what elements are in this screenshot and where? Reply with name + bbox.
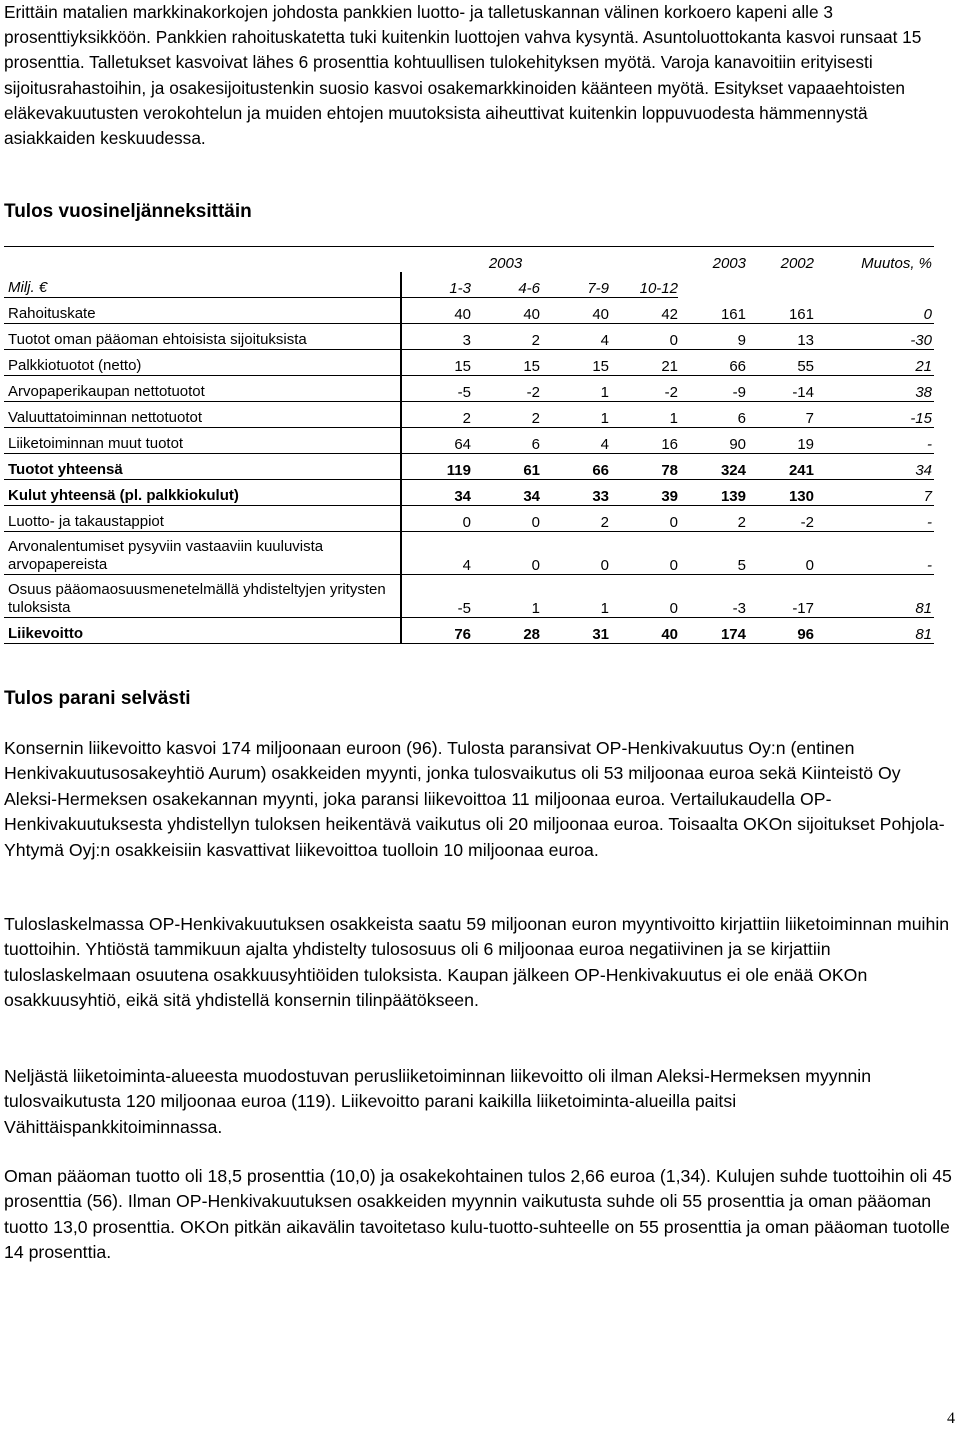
table-cell: 5	[678, 532, 746, 575]
quarter-header: 10-12	[609, 272, 678, 298]
table-cell: 40	[540, 298, 609, 324]
table-cell: 0	[814, 298, 934, 324]
table-cell: -3	[678, 575, 746, 618]
table-cell: 16	[609, 428, 678, 454]
section-title-quarterly-result: Tulos vuosineljänneksittäin	[4, 201, 252, 222]
table-cell: 76	[401, 618, 471, 644]
table-cell: 61	[471, 454, 540, 480]
table-cell: 39	[609, 480, 678, 506]
row-label: Luotto- ja takaustappiot	[4, 506, 401, 532]
table-cell: 78	[609, 454, 678, 480]
table-cell: 7	[746, 402, 814, 428]
header-year-total: 2003	[678, 247, 746, 273]
table-cell: -2	[746, 506, 814, 532]
table-cell: 81	[814, 618, 934, 644]
table-cell: 1	[540, 376, 609, 402]
table-cell: 4	[401, 532, 471, 575]
table-cell: 2	[401, 402, 471, 428]
body-paragraph: Neljästä liiketoiminta-alueesta muodostuvan perusliiketoiminnan liikevoitto oli ilman Aleksi-Hermeksen myynnin tulosvaikutusta 120 miljoonaa euroa (119). Liikevoitto parani kaikilla liiketoiminta-alueilla paitsi Vähittäispankkitoiminnassa.	[4, 1066, 872, 1137]
row-label: Liikevoitto	[4, 618, 401, 644]
table-cell: 40	[401, 298, 471, 324]
row-label: Osuus pääomaosuusmenetelmällä yhdisteltyjen yritysten tuloksista	[4, 575, 401, 618]
table-row	[4, 402, 934, 428]
table-row	[4, 454, 934, 480]
table-cell: 28	[471, 618, 540, 644]
table-cell: 6	[471, 428, 540, 454]
quarter-header: 1-3	[401, 272, 471, 298]
row-label: Liiketoiminnan muut tuotot	[4, 428, 401, 454]
table-cell: 1	[609, 402, 678, 428]
row-label: Arvonalentumiset pysyviin vastaaviin kuuluvista arvopapereista	[4, 532, 401, 575]
section-title-result-improved: Tulos parani selvästi	[4, 688, 191, 709]
table-cell: 15	[471, 350, 540, 376]
table-cell: -	[814, 428, 934, 454]
table-cell: 0	[401, 506, 471, 532]
table-cell: 130	[746, 480, 814, 506]
table-row	[4, 480, 934, 506]
table-header-years	[4, 247, 934, 273]
table-row	[4, 298, 934, 324]
table-cell: 2	[678, 506, 746, 532]
table-header-quarters	[4, 272, 934, 298]
table-cell: 21	[814, 350, 934, 376]
table-cell: -5	[401, 575, 471, 618]
table-cell: 174	[678, 618, 746, 644]
table-cell: 6	[678, 402, 746, 428]
table-cell: 4	[540, 324, 609, 350]
table-cell: 1	[471, 575, 540, 618]
table-cell: 2	[471, 324, 540, 350]
table-row	[4, 618, 934, 644]
table-cell: 1	[540, 402, 609, 428]
row-label: Palkkiotuotot (netto)	[4, 350, 401, 376]
table-cell: 0	[746, 532, 814, 575]
table-row	[4, 376, 934, 402]
row-label: Valuuttatoiminnan nettotuotot	[4, 402, 401, 428]
table-cell: -2	[471, 376, 540, 402]
table-cell: 55	[746, 350, 814, 376]
table-cell: 1	[540, 575, 609, 618]
table-cell: 19	[746, 428, 814, 454]
table-cell: -14	[746, 376, 814, 402]
quarterly-result-table	[4, 246, 934, 644]
table-cell: -30	[814, 324, 934, 350]
table-cell: 21	[609, 350, 678, 376]
table-cell: 34	[814, 454, 934, 480]
table-cell: 34	[401, 480, 471, 506]
table-cell: 0	[609, 324, 678, 350]
table-cell: 0	[609, 575, 678, 618]
table-cell: 2	[540, 506, 609, 532]
table-row	[4, 506, 934, 532]
table-row	[4, 532, 934, 575]
table-cell: 9	[678, 324, 746, 350]
table-cell: 139	[678, 480, 746, 506]
table-cell: 241	[746, 454, 814, 480]
body-paragraph: Konsernin liikevoitto kasvoi 174 miljoonaan euroon (96). Tulosta paransivat OP-Henkivakuutus Oy:n (entinen Henkivakuutusosakeyhtiö Aurum) osakkeiden myynti, jonka tulosvaikutus oli 53 miljoonaa euroa sekä Kiinteistö Oy Aleksi-Hermeksen osakekannan myynti, joka paransi liikevoittoa 11 miljoonaa euroa. Vertailukaudella OP-Henkivakuutuksesta yhdistellyn tuloksen heikentävä vaikutus oli 20 miljoonaa euroa. Toisaalta OKOn sijoitukset Pohjola-Yhtymä Oyj:n osakkeisiin kasvattivat liikevoittoa tuolloin 10 miljoonaa euroa.	[4, 738, 945, 860]
table-row	[4, 575, 934, 618]
body-paragraph: Tuloslaskelmassa OP-Henkivakuutuksen osakkeista saatu 59 miljoonan euron myyntivoitto kirjattiin liiketoiminnan muihin tuottoihin. Yhtiöstä tammikuun ajalta yhdistelty tulososuus oli 6 miljoonaa euroa negatiivinen ja se kirjattiin tuloslaskelmaan osuutena osakkuusyhtiöiden tuloksista. Kaupan jälkeen OP-Henkivakuutus ei ole enää OKOn osakkuusyhtiö, eikä sitä yhdistellä konsernin tilinpäätökseen.	[4, 914, 950, 1011]
table-row	[4, 428, 934, 454]
table-cell: -15	[814, 402, 934, 428]
table-cell: -9	[678, 376, 746, 402]
intro-paragraph: Erittäin matalien markkinakorkojen johdosta pankkien luotto- ja talletuskannan välinen korkoero kapeni alle 3 prosenttiyksikköön. Pankkien rahoituskatetta tuki kuitenkin luottojen vahva kysyntä. Asuntoluottokanta kasvoi runsaat 15 prosenttia. Talletukset kasvoivat lähes 6 prosenttia kohtuullisen tulokehityksen myötä. Varoja kanavoitiin erityisesti sijoitusrahastoihin, ja osakesijoitustenkin suosio kasvoi osakemarkkinoiden käänteen myötä. Esitykset vapaaehtoisten eläkevakuutusten verokohtelun ja muiden ehtojen muutoksista aiheuttivat kuitenkin loppuvuodesta hämmennystä asiakkaiden keskuudessa.	[4, 2, 922, 149]
page-number: 4	[947, 1410, 955, 1427]
quarter-header: 7-9	[540, 272, 609, 298]
table-cell: 3	[401, 324, 471, 350]
table-cell: 0	[609, 532, 678, 575]
quarter-header: 4-6	[471, 272, 540, 298]
table-cell: 90	[678, 428, 746, 454]
table-cell: 33	[540, 480, 609, 506]
table-cell: -17	[746, 575, 814, 618]
table-cell: -5	[401, 376, 471, 402]
table-cell: 96	[746, 618, 814, 644]
table-cell: 0	[540, 532, 609, 575]
table-cell: 31	[540, 618, 609, 644]
body-paragraph: Oman pääoman tuotto oli 18,5 prosenttia (10,0) ja osakekohtainen tulos 2,66 euroa (1,34). Kulujen suhde tuottoihin oli 45 prosenttia (56). Ilman OP-Henkivakuutuksen osakkeiden myynnin vaikutusta suhde oli 55 prosenttia ja oman pääoman tuotto 13,0 prosenttia. OKOn pitkän aikavälin tavoitetaso kulu-tuotto-suhteelle on 55 prosenttia ja oman pääoman tuotolle 14 prosenttia.	[4, 1166, 952, 1263]
table-cell: 7	[814, 480, 934, 506]
table-cell: 4	[540, 428, 609, 454]
table-cell: 2	[471, 402, 540, 428]
header-year-prev: 2002	[746, 247, 814, 273]
table-cell: 81	[814, 575, 934, 618]
unit-label: Milj. €	[4, 272, 401, 298]
table-cell: 0	[471, 532, 540, 575]
header-year-quarters: 2003	[471, 247, 540, 273]
table-cell: 119	[401, 454, 471, 480]
table-cell: 161	[746, 298, 814, 324]
row-label: Tuotot yhteensä	[4, 454, 401, 480]
table-cell: 42	[609, 298, 678, 324]
table-cell: 161	[678, 298, 746, 324]
table-cell: -	[814, 506, 934, 532]
table-cell: 66	[540, 454, 609, 480]
table-cell: 15	[540, 350, 609, 376]
table-cell: -	[814, 532, 934, 575]
table-cell: 15	[401, 350, 471, 376]
table-cell: 34	[471, 480, 540, 506]
table-cell: 40	[609, 618, 678, 644]
row-label: Arvopaperikaupan nettotuotot	[4, 376, 401, 402]
table-cell: -2	[609, 376, 678, 402]
table-cell: 64	[401, 428, 471, 454]
table-cell: 66	[678, 350, 746, 376]
table-cell: 324	[678, 454, 746, 480]
table-row	[4, 324, 934, 350]
row-label: Rahoituskate	[4, 298, 401, 324]
table-cell: 38	[814, 376, 934, 402]
table-cell: 13	[746, 324, 814, 350]
row-label: Kulut yhteensä (pl. palkkiokulut)	[4, 480, 401, 506]
table-cell: 0	[471, 506, 540, 532]
table-cell: 0	[609, 506, 678, 532]
table-row	[4, 350, 934, 376]
table-cell: 40	[471, 298, 540, 324]
row-label: Tuotot oman pääoman ehtoisista sijoituksista	[4, 324, 401, 350]
header-change: Muutos, %	[814, 247, 934, 273]
